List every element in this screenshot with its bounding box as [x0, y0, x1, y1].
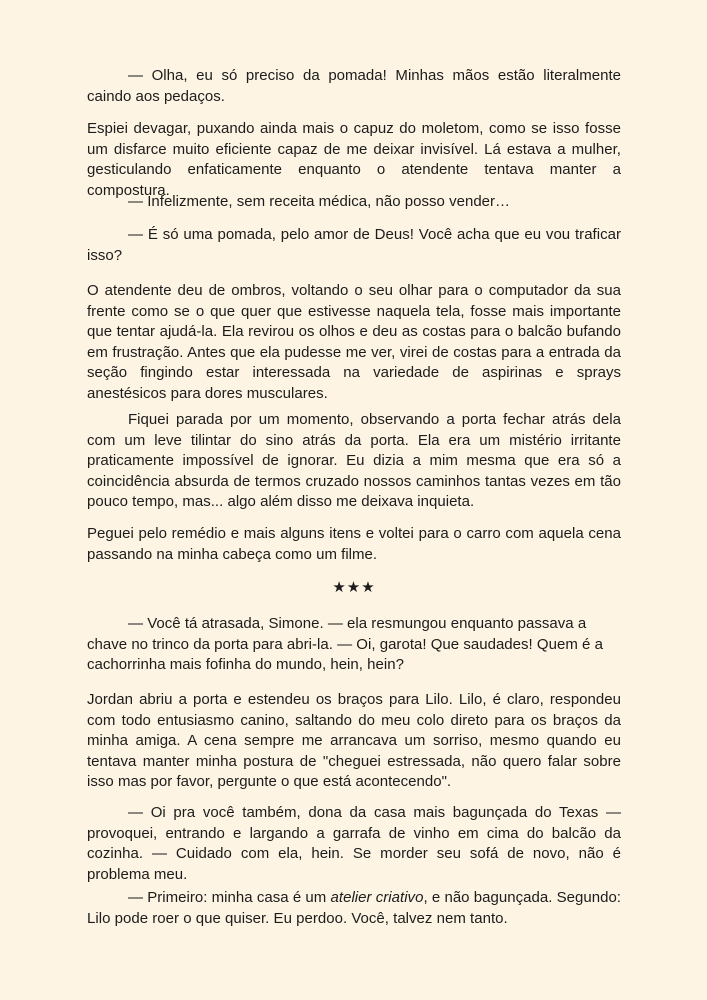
paragraph-5: O atendente deu de ombros, voltando o seu olhar para o computador da sua frente como se o que quer que estivesse naquela tela, fosse mais importante que tentar ajudá-la. Ela revirou os olhos e deu as costas para o balcão bufando em frustração. Antes que ela pudesse me ver, virei de costas para a entrada da seção fingindo estar interessada na variedade de aspirinas e sprays anestésicos para dores musculares. [87, 282, 621, 402]
paragraph-11-italic: atelier criativo [330, 889, 424, 906]
paragraph-11-part-1: — Primeiro: minha casa é um [128, 889, 331, 906]
paragraph-4: — É só uma pomada, pelo amor de Deus! Você acha que eu vou traficar isso? [87, 226, 621, 264]
paragraph-9: Jordan abriu a porta e estendeu os braços para Lilo. Lilo, é claro, respondeu com todo entusiasmo canino, saltando do meu colo direto para os braços da minha amiga. A cena sempre me arrancava um sorriso, mesmo quando eu tentava manter minha postura de "cheguei estressada, não quero falar sobre isso mas por favor, pergunte o que está acontecendo". [87, 691, 621, 791]
paragraph-3: — Infelizmente, sem receita médica, não posso vender… [128, 193, 511, 210]
paragraph-11-part-2: , e não bagunçada. Segundo: Lilo pode roer o que quiser. Eu perdoo. Você, talvez nem tanto. [87, 889, 621, 927]
paragraph-10: — Oi pra você também, dona da casa mais bagunçada do Texas — provoquei, entrando e largando a garrafa de vinho em cima do balcão da cozinha. — Cuidado com ela, hein. Se morder seu sofá de novo, não é problema meu. [87, 804, 621, 883]
paragraph-1: — Olha, eu só preciso da pomada! Minhas mãos estão literalmente caindo aos pedaços. [87, 67, 621, 105]
paragraph-2: Espiei devagar, puxando ainda mais o capuz do moletom, como se isso fosse um disfarce muito eficiente capaz de me deixar invisível. Lá estava a mulher, gesticulando enfaticamente enquanto o atendente tentava manter a compostura. [87, 120, 621, 199]
section-separator: ★★★ [332, 579, 376, 596]
paragraph-6: Fiquei parada por um momento, observando a porta fechar atrás dela com um leve tilintar do sino atrás da porta. Ela era um mistério irritante praticamente impossível de ignorar. Eu dizia a mim mesma que era só a coincidência absurda de termos cruzado nossos caminhos tantas vezes em tão pouco tempo, mas... algo além disso me deixava inquieta. [87, 411, 621, 511]
paragraph-11 [87, 888, 621, 929]
paragraph-8: — Você tá atrasada, Simone. — ela resmungou enquanto passava a chave no trinco da porta para abri-la. — Oi, garota! Que saudades! Quem é a cachorrinha mais fofinha do mundo, hein, hein? [87, 615, 603, 674]
paragraph-7: Peguei pelo remédio e mais alguns itens e voltei para o carro com aquela cena passando na minha cabeça como um filme. [87, 525, 621, 563]
